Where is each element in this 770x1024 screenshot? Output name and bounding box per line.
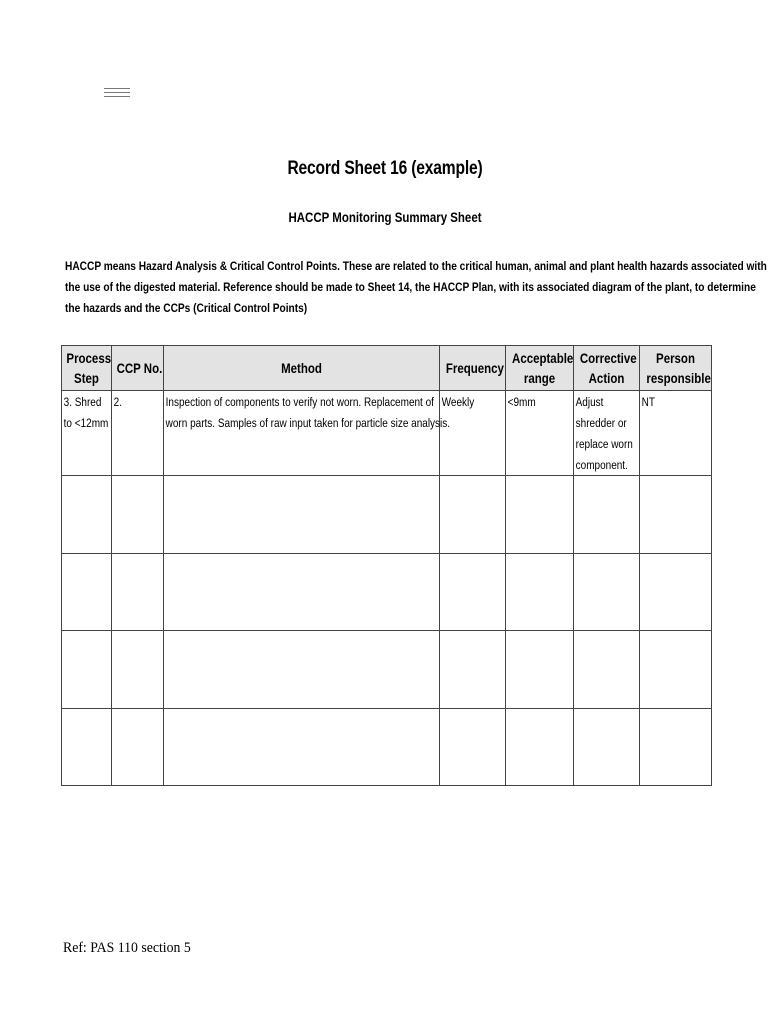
header-frequency <box>440 346 506 391</box>
cell-frequency[interactable] <box>440 553 506 630</box>
cell-line: Adjust <box>575 395 604 409</box>
scan-mark <box>104 88 130 100</box>
intro-line: the hazards and the CCPs (Critical Control Points) <box>65 301 308 315</box>
header-line: Step <box>74 370 99 386</box>
table-row <box>62 708 712 785</box>
cell-person-responsible[interactable] <box>640 708 712 785</box>
header-line: Frequency <box>445 360 504 376</box>
cell-process-step[interactable] <box>62 708 112 785</box>
cell-process-step[interactable] <box>62 553 112 630</box>
header-corrective-action <box>574 346 640 391</box>
intro-paragraph <box>65 256 767 319</box>
cell-line: Inspection of components to verify not worn. Replacement of <box>165 395 434 409</box>
cell-process-step[interactable] <box>62 631 112 708</box>
cell-frequency[interactable] <box>440 476 506 553</box>
cell-method[interactable] <box>164 708 440 785</box>
haccp-monitoring-table <box>61 345 712 786</box>
cell-line: worn parts. Samples of raw input taken for particle size analysis. <box>165 416 451 430</box>
cell-ccp-no[interactable] <box>112 553 164 630</box>
cell-line: component. <box>575 458 628 472</box>
header-acceptable-range <box>506 346 574 391</box>
table-row <box>62 476 712 553</box>
cell-ccp-no[interactable] <box>112 476 164 553</box>
cell-person-responsible[interactable] <box>640 476 712 553</box>
cell-frequency[interactable] <box>440 631 506 708</box>
cell-person-responsible[interactable] <box>640 553 712 630</box>
cell-method[interactable] <box>164 631 440 708</box>
cell-line: Weekly <box>441 395 475 409</box>
cell-ccp-no[interactable] <box>112 708 164 785</box>
cell-frequency[interactable] <box>440 708 506 785</box>
cell-ccp-no[interactable] <box>112 391 164 476</box>
table-row <box>62 553 712 630</box>
cell-line: 3. Shred <box>63 395 102 409</box>
header-line: Corrective <box>579 350 637 366</box>
cell-frequency[interactable] <box>440 391 506 476</box>
header-line: CCP No. <box>116 360 163 376</box>
table-row <box>62 631 712 708</box>
header-line: responsible <box>646 370 711 386</box>
header-method <box>164 346 440 391</box>
table-header-row <box>62 346 712 391</box>
cell-corrective-action[interactable] <box>574 708 640 785</box>
cell-method[interactable] <box>164 553 440 630</box>
cell-corrective-action[interactable] <box>574 476 640 553</box>
cell-method[interactable] <box>164 476 440 553</box>
cell-line: <9mm <box>507 395 536 409</box>
header-line: Person <box>656 350 695 366</box>
cell-line: shredder or <box>575 416 627 430</box>
cell-acceptable-range[interactable] <box>506 708 574 785</box>
intro-line: HACCP means Hazard Analysis & Critical Control Points. These are related to the critical human, animal and plant health hazards associated with <box>65 259 767 273</box>
cell-method[interactable] <box>164 391 451 476</box>
cell-person-responsible[interactable] <box>640 391 712 476</box>
cell-corrective-action[interactable] <box>574 553 640 630</box>
cell-line: replace worn <box>575 437 633 451</box>
header-line: Process <box>66 350 112 366</box>
header-line: Acceptable <box>512 350 574 366</box>
page-subtitle: HACCP Monitoring Summary Sheet <box>288 209 482 225</box>
intro-line: the use of the digested material. Reference should be made to Sheet 14, the HACCP Plan, with its associated diagram of the plant, to determine <box>65 280 756 294</box>
cell-person-responsible[interactable] <box>640 631 712 708</box>
header-process-step <box>62 346 112 391</box>
cell-line: 2. <box>113 395 122 409</box>
cell-line: to <12mm <box>63 416 109 430</box>
cell-corrective-action[interactable] <box>574 391 640 476</box>
cell-process-step[interactable] <box>62 476 112 553</box>
table-row <box>62 391 712 476</box>
header-line: Method <box>281 360 322 376</box>
page-title: Record Sheet 16 (example) <box>287 158 483 179</box>
cell-acceptable-range[interactable] <box>506 553 574 630</box>
cell-ccp-no[interactable] <box>112 631 164 708</box>
cell-acceptable-range[interactable] <box>506 476 574 553</box>
cell-line: NT <box>641 395 655 409</box>
cell-process-step[interactable] <box>62 391 112 476</box>
header-line: range <box>523 370 556 386</box>
header-ccp-no <box>112 346 164 391</box>
cell-acceptable-range[interactable] <box>506 631 574 708</box>
header-person-responsible <box>640 346 712 391</box>
cell-acceptable-range[interactable] <box>506 391 574 476</box>
cell-corrective-action[interactable] <box>574 631 640 708</box>
header-line: Action <box>588 370 625 386</box>
footer-reference: Ref: PAS 110 section 5 <box>63 940 191 956</box>
